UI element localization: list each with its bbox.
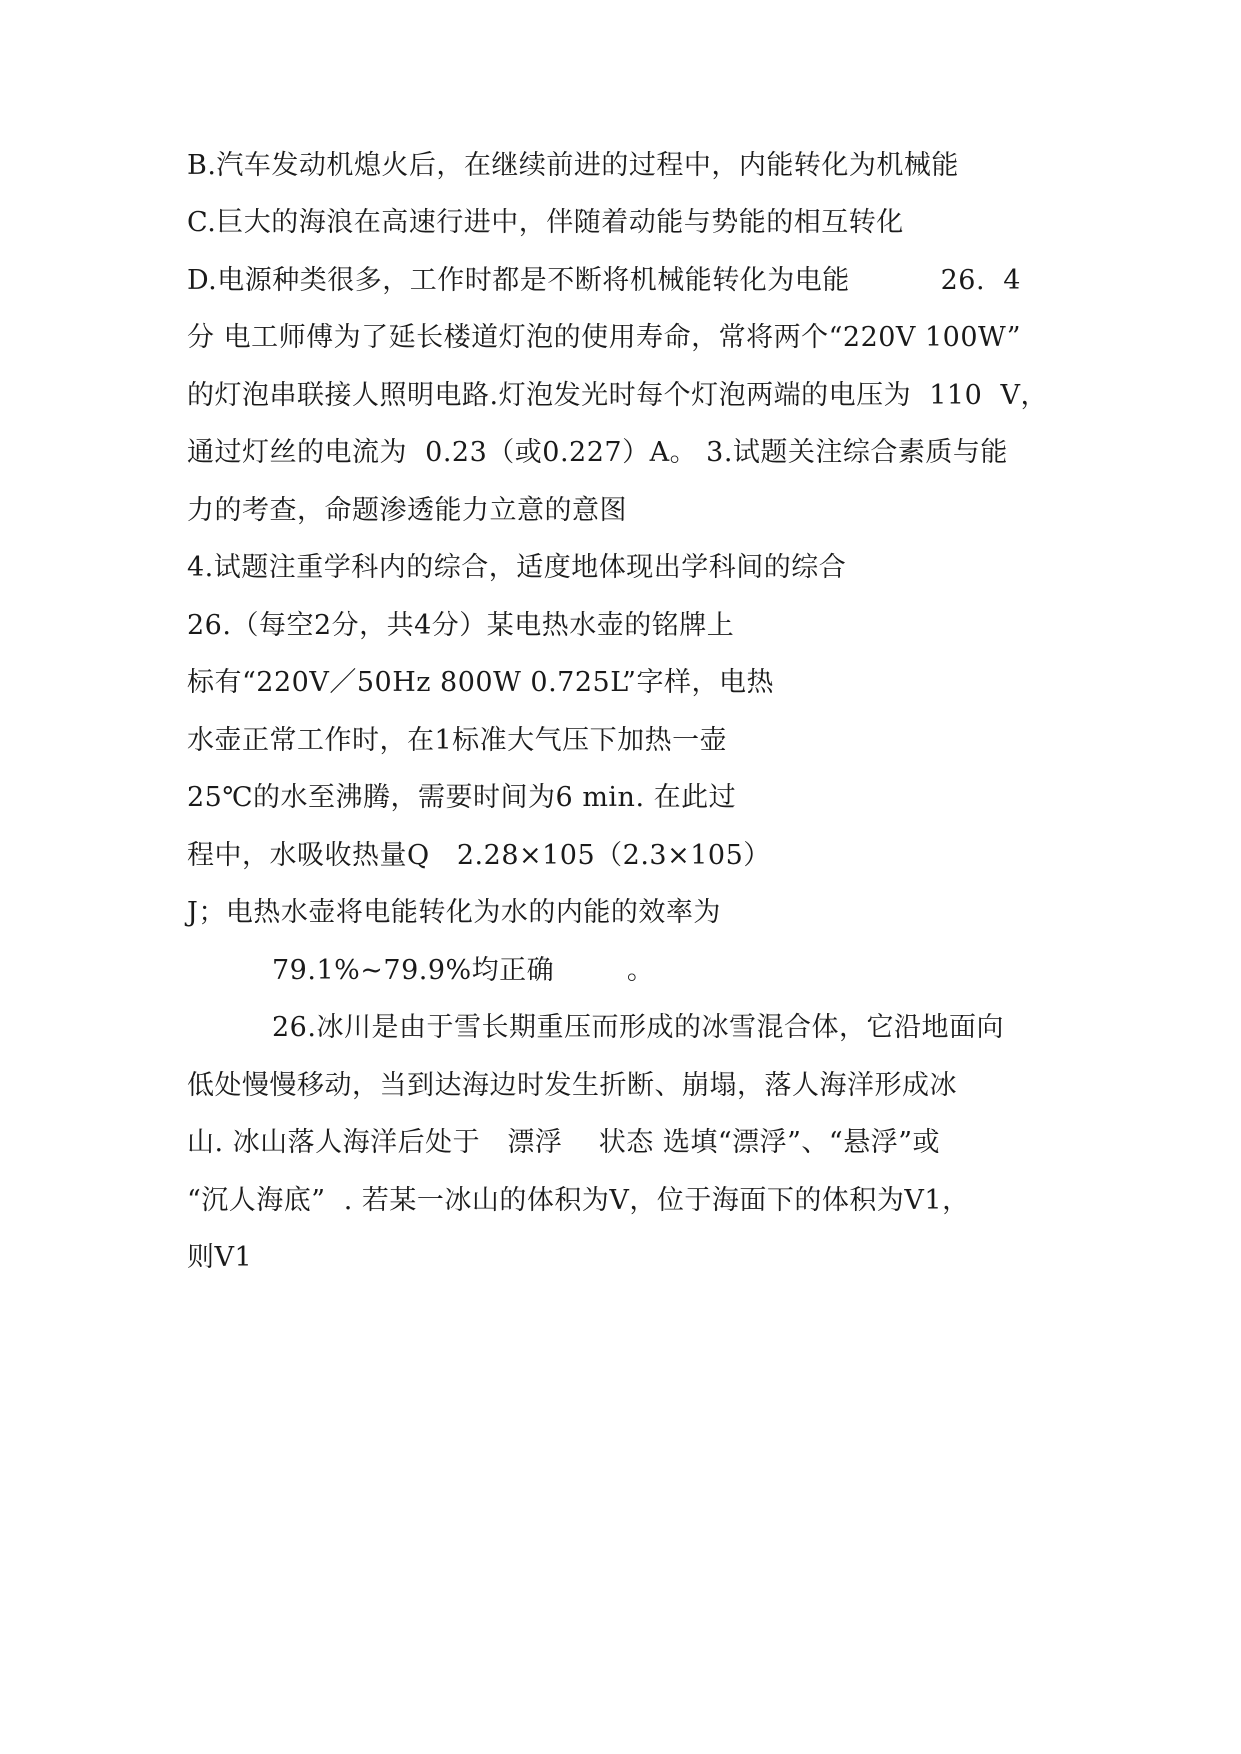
question-text-line: 26.（每空2分，共4分）某电热水壶的铭牌上	[187, 610, 735, 641]
question-text-line: 水壶正常工作时，在1标准大气压下加热一壶	[187, 725, 728, 756]
text-line: 力的考查，命题渗透能力立意的意图	[187, 495, 627, 526]
text-line: 的灯泡串联接人照明电路.灯泡发光时每个灯泡两端的电压为 110 V，	[187, 380, 1048, 411]
text-line-option-d: D.电源种类很多，工作时都是不断将机械能转化为电能 26. 4	[187, 265, 1021, 296]
text-line: 分 电工师傅为了延长楼道灯泡的使用寿命，常将两个“220V 100W”	[187, 322, 1022, 353]
question-text-line: 标有“220V／50Hz 800W 0.725L”字样，电热	[187, 667, 774, 698]
text-line-option-b: B.汽车发动机熄火后，在继续前进的过程中，内能转化为机械能	[187, 150, 959, 181]
text-line: “沉人海底” . 若某一冰山的体积为V，位于海面下的体积为V1，	[187, 1185, 970, 1216]
question-text-line: J；电热水壶将电能转化为水的内能的效率为	[187, 897, 721, 928]
question-text-line: 程中，水吸收热量Q 2.28×105（2.3×105）	[187, 840, 771, 871]
answer-text-line: 79.1%~79.9%均正确 。	[272, 955, 655, 986]
text-line: 通过灯丝的电流为 0.23（或0.227）A。 3.试题关注综合素质与能	[187, 437, 1008, 468]
paragraph-start-line: 26.冰川是由于雪长期重压而形成的冰雪混合体，它沿地面向	[272, 1012, 1004, 1043]
text-line: 山. 冰山落人海洋后处于 漂浮 状态 选填“漂浮”、“悬浮”或	[187, 1127, 941, 1158]
text-line: 4.试题注重学科内的综合，适度地体现出学科间的综合	[187, 552, 847, 583]
question-text-line: 25℃的水至沸腾，需要时间为6 min. 在此过	[187, 782, 737, 813]
text-line-option-c: C.巨大的海浪在高速行进中，伴随着动能与势能的相互转化	[187, 207, 904, 238]
text-line: 低处慢慢移动，当到达海边时发生折断、崩塌，落人海洋形成冰	[187, 1070, 957, 1101]
text-line: 则V1	[187, 1242, 253, 1273]
